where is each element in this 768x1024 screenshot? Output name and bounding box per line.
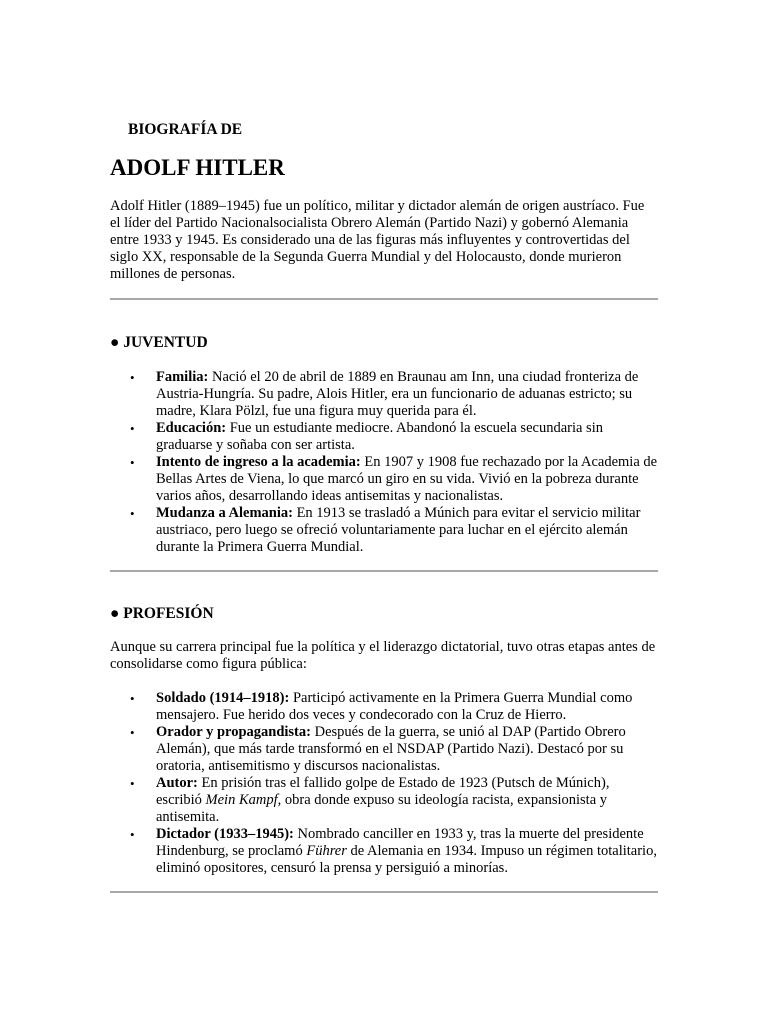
section-heading-juventud: ● JUVENTUD xyxy=(110,334,208,351)
item-text: de Alemania en 1934. Impuso un régimen totalitario, eliminó opositores, censuró la prensa y persiguió a minorías. xyxy=(156,843,657,876)
item-text: En 1907 y 1908 fue rechazado por la Academia de Bellas Artes de Viena, lo que marcó un giro en su vida. Vivió en la pobreza durante varios años, desarrollando ideas antisemitas y nacionalistas. xyxy=(156,454,658,504)
bullet-icon: • xyxy=(130,827,135,842)
item-text: Participó activamente en la Primera Guerra Mundial como mensajero. Fue herido dos veces y condecorado con la Cruz de Hierro. xyxy=(156,690,633,723)
item-label: Mudanza a Alemania: xyxy=(156,505,293,521)
item-text: , obra donde expuso su ideología racista, expansionista y antisemita. xyxy=(156,792,608,825)
bullet-icon: • xyxy=(130,691,135,706)
list-item xyxy=(110,724,658,775)
section-heading-profesion: ● PROFESIÓN xyxy=(110,605,214,622)
item-text: En prisión tras el fallido golpe de Estado de 1923 (Putsch de Múnich), escribió xyxy=(156,775,610,808)
item-label: Autor: xyxy=(156,775,198,791)
item-label: Orador y propagandista: xyxy=(156,724,311,740)
list-item xyxy=(110,369,658,420)
section-divider xyxy=(110,298,658,300)
bullet-icon: • xyxy=(130,725,135,740)
item-label: Dictador (1933–1945): xyxy=(156,826,294,842)
bullet-icon: • xyxy=(130,421,135,436)
book-title: Mein Kampf xyxy=(205,792,278,808)
emphasized-term: Führer xyxy=(306,843,347,859)
item-label: Intento de ingreso a la academia: xyxy=(156,454,361,470)
list-item xyxy=(110,826,658,877)
document-kicker: BIOGRAFÍA DE xyxy=(128,121,243,138)
bullet-icon: • xyxy=(130,776,135,791)
item-text: Nació el 20 de abril de 1889 en Braunau am Inn, una ciudad fronteriza de Austria-Hungría. Su padre, Alois Hitler, era un funcionario de aduanas estricto; su madre, Klara Pölzl, fue una figura muy querida para él. xyxy=(156,369,639,419)
bullet-icon: • xyxy=(130,455,135,470)
item-text: Fue un estudiante mediocre. Abandonó la escuela secundaria sin graduarse y soñaba con ser artista. xyxy=(156,420,603,453)
profesion-list xyxy=(110,690,658,877)
document-title: ADOLF HITLER xyxy=(110,155,285,180)
juventud-list xyxy=(110,369,658,556)
list-item xyxy=(110,454,658,505)
intro-paragraph: Adolf Hitler (1889–1945) fue un político, militar y dictador alemán de origen austríaco. Fue el líder del Partido Nacionalsocialista Obrero Alemán (Partido Nazi) y gobernó Alemania entre 1933 y 1945. Es considerado una de las figuras más influyentes y controvertidas del siglo XX, responsable de la Segunda Guerra Mundial y del Holocausto, donde murieron millones de personas. xyxy=(110,198,645,282)
item-label: Familia: xyxy=(156,369,209,385)
section-divider xyxy=(110,570,658,572)
item-label: Soldado (1914–1918): xyxy=(156,690,290,706)
item-text: En 1913 se trasladó a Múnich para evitar el servicio militar austriaco, pero luego se ofreció voluntariamente para luchar en el ejército alemán durante la Primera Guerra Mundial. xyxy=(156,505,641,555)
list-item xyxy=(110,505,658,556)
bullet-icon: • xyxy=(130,506,135,521)
list-item xyxy=(110,420,658,454)
section-divider xyxy=(110,891,658,893)
bullet-icon: • xyxy=(130,370,135,385)
item-text: Después de la guerra, se unió al DAP (Partido Obrero Alemán), que más tarde transformó en el NSDAP (Partido Nazi). Destacó por su oratoria, antisemitismo y discursos nacionalistas. xyxy=(156,724,626,774)
profesion-intro: Aunque su carrera principal fue la política y el liderazgo dictatorial, tuvo otras etapas antes de consolidarse como figura pública: xyxy=(110,639,656,672)
list-item xyxy=(110,690,658,724)
list-item xyxy=(110,775,658,826)
item-text: Nombrado canciller en 1933 y, tras la muerte del presidente Hindenburg, se proclamó xyxy=(156,826,644,859)
item-label: Educación: xyxy=(156,420,227,436)
